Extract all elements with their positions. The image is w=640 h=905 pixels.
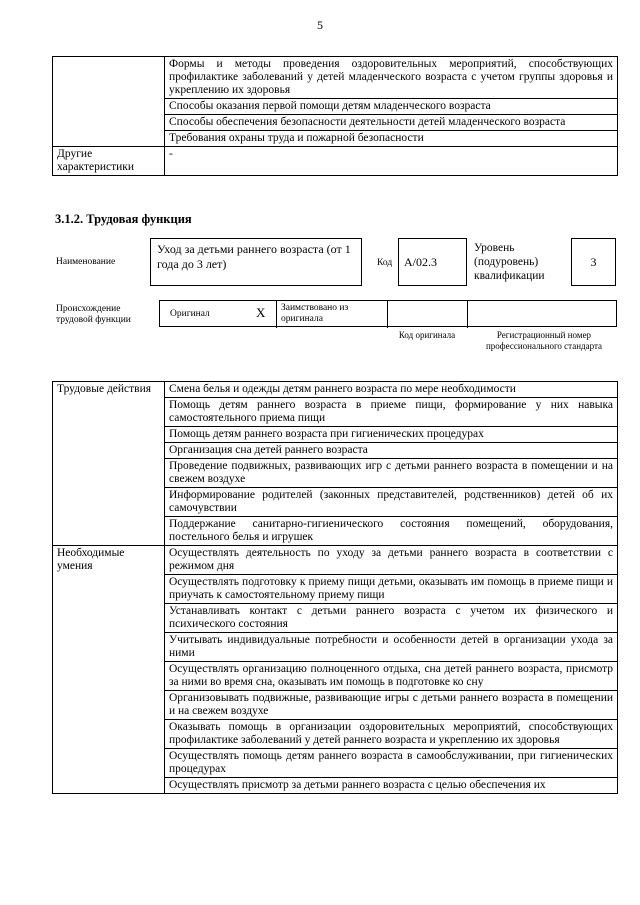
borrowed-label: Заимствовано из оригинала — [281, 303, 349, 324]
label-cell-continued — [53, 691, 165, 720]
reg-number-caption: Регистрационный номер профессионального стандарта — [485, 330, 603, 351]
function-code-box: А/02.3 — [398, 238, 467, 286]
table-row: Осуществлять деятельность по уходу за детьми раннего возраста в соответствии с режимом дня — [165, 546, 618, 575]
table-row: Способы оказания первой помощи детям младенческого возраста — [165, 99, 618, 115]
table-row: Осуществлять помощь детям раннего возраста в самообслуживании, при гигиенических процедурах — [165, 749, 618, 778]
original-label: Оригинал — [170, 309, 210, 319]
label-cell-continued — [53, 575, 165, 604]
table-row: Осуществлять организацию полноценного отдыха, сна детей раннего возраста, присмотр за ними во время сна, оказывать им помощь в подготовке ко сну — [165, 662, 618, 691]
level-value-box: 3 — [571, 238, 616, 286]
label-cell-continued — [53, 749, 165, 778]
code-original-caption: Код оригинала — [398, 330, 456, 340]
code-label: Код — [377, 258, 393, 268]
table-row: Смена белья и одежды детям раннего возраста по мере необходимости — [165, 382, 618, 398]
table-row: Осуществлять присмотр за детьми раннего возраста с целью обеспечения их — [165, 778, 618, 794]
label-cell-continued — [53, 427, 165, 443]
label-cell-continued — [53, 488, 165, 517]
name-label: Наименование — [56, 257, 116, 267]
table-row: Информирование родителей (законных представителей, родственников) детей об их самочувствии — [165, 488, 618, 517]
original-mark: X — [256, 305, 266, 320]
label-cell-continued — [53, 99, 165, 115]
label-cell-continued — [53, 131, 165, 147]
table-row: Проведение подвижных, развивающих игр с детьми раннего возраста в помещении и на свежем воздухе — [165, 459, 618, 488]
divider — [467, 301, 468, 328]
table-row: Устанавливать контакт с детьми раннего возраста с учетом их физического и психического состояния — [165, 604, 618, 633]
skills-label: Необходимые умения — [53, 546, 165, 575]
label-cell-continued — [53, 459, 165, 488]
page-number: 5 — [317, 18, 323, 32]
label-cell-continued — [53, 604, 165, 633]
table-row: Оказывать помощь в организации оздоровительных мероприятий, способствующих профилактике заболеваний у детей раннего возраста и укреплению их здоровья — [165, 720, 618, 749]
actions-label: Трудовые действия — [53, 382, 165, 398]
label-cell-continued — [53, 633, 165, 662]
label-cell-continued — [53, 720, 165, 749]
table-row: Помощь детям раннего возраста при гигиенических процедурах — [165, 427, 618, 443]
section-heading: 3.1.2. Трудовая функция — [55, 212, 192, 226]
knowledge-table — [52, 56, 618, 176]
table-row: Учитывать индивидуальные потребности и особенности детей в организации ухода за ними — [165, 633, 618, 662]
labor-actions-table — [52, 381, 618, 794]
other-characteristics-label: Другие характеристики — [53, 147, 165, 176]
label-cell-continued — [53, 57, 165, 99]
table-row: Способы обеспечения безопасности деятельности детей младенческого возраста — [165, 115, 618, 131]
other-characteristics-value: - — [165, 147, 618, 176]
label-cell-continued — [53, 398, 165, 427]
label-cell-continued — [53, 662, 165, 691]
label-cell-continued — [53, 517, 165, 546]
label-cell-continued — [53, 778, 165, 794]
table-row: Помощь детям раннего возраста в приеме пищи, формирование у них навыка самостоятельного приема пищи — [165, 398, 618, 427]
function-name-box: Уход за детьми раннего возраста (от 1 года до 3 лет) — [150, 238, 362, 286]
table-row: Формы и методы проведения оздоровительных мероприятий, способствующих профилактике заболеваний у детей младенческого возраста с учетом группы здоровья и укреплению их здоровья — [165, 57, 618, 99]
divider — [387, 301, 388, 328]
origin-table — [159, 300, 617, 327]
table-row: Осуществлять подготовку к приему пищи детьми, оказывать им помощь в приеме пищи и приучать к самостоятельному приему пищи — [165, 575, 618, 604]
table-row: Поддержание санитарно-гигиенического состояния помещений, оборудования, постельного белья и игрушек — [165, 517, 618, 546]
label-cell-continued — [53, 115, 165, 131]
label-cell-continued — [53, 443, 165, 459]
table-row: Требования охраны труда и пожарной безопасности — [165, 131, 618, 147]
table-row: Организация сна детей раннего возраста — [165, 443, 618, 459]
origin-label: Происхождение трудовой функции — [56, 304, 131, 325]
divider — [276, 301, 277, 328]
table-row: Организовывать подвижные, развивающие игры с детьми раннего возраста в помещении и на свежем воздухе — [165, 691, 618, 720]
level-label: Уровень (подуровень) квалификации — [474, 242, 545, 282]
